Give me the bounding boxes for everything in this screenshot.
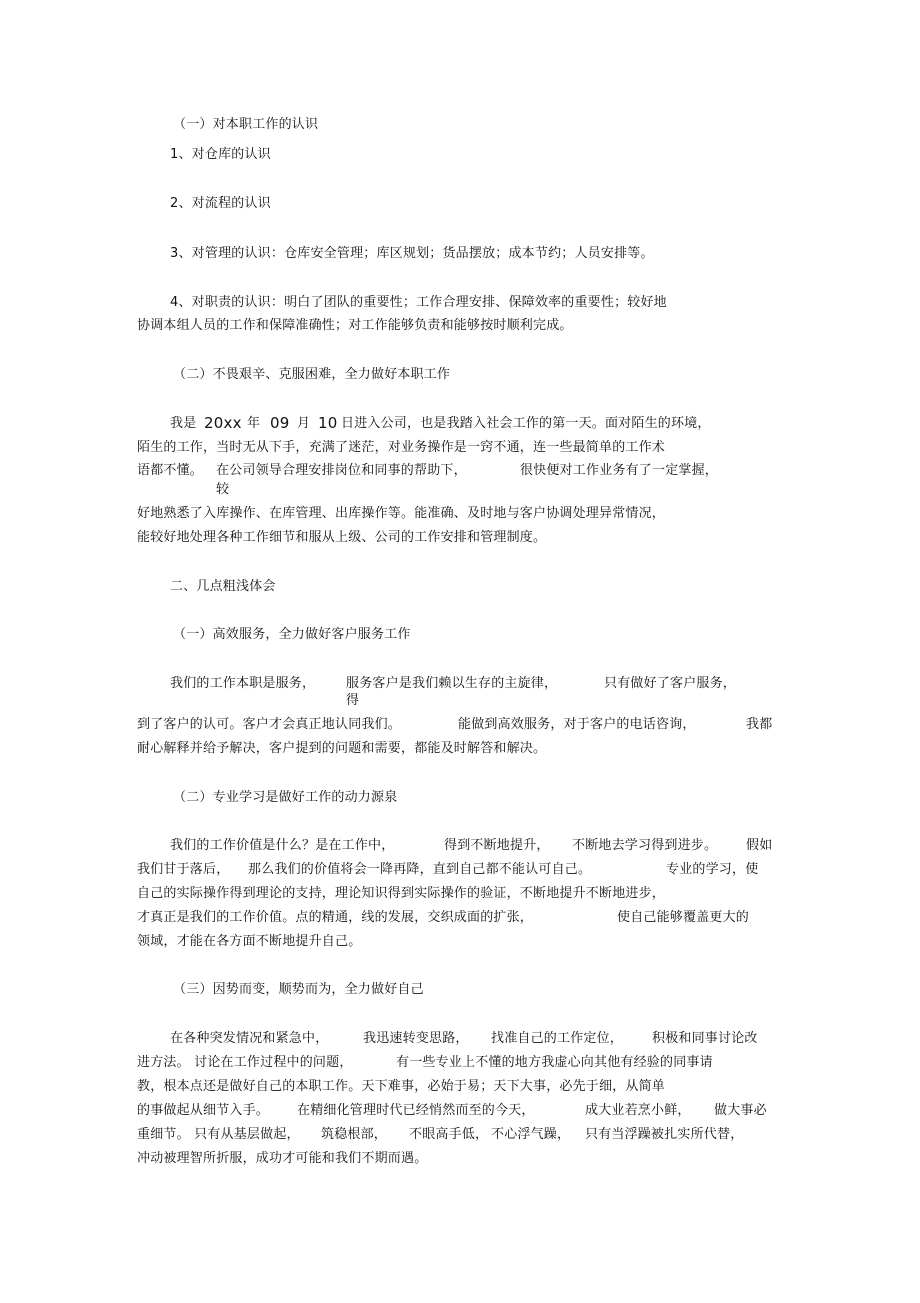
paragraph-line: 那么我们的价值将会一降再降，直到自己都不能认可自己。 (248, 862, 592, 877)
paragraph-line: 假如 (746, 838, 773, 853)
join-year: 20xx (204, 414, 242, 432)
paragraph-line: 冲动被理智所折服，成功才可能和我们不期而遇。 (137, 1151, 428, 1166)
part-heading-experiences: 二、几点粗浅体会 (170, 579, 276, 594)
paragraph-line: 筑稳根部， (321, 1127, 388, 1142)
section-heading-duty-understanding: （一）对本职工作的认识 (173, 117, 319, 132)
paragraph-line: 在公司领导合理安排岗位和同事的帮助下， (216, 463, 467, 478)
paragraph-line: 不心浮气躁， (491, 1127, 571, 1142)
paragraph-line: 耐心解释并给予解决，客户提到的问题和需要，都能及时解答和解决。 (137, 741, 547, 756)
paragraph-line: 陌生的工作，当时无从下手，充满了迷茫，对业务操作是一窍不通，连一些最简单的工作术 (137, 440, 666, 455)
paragraph-line: 只有当浮躁被扎实所代替， (585, 1127, 744, 1142)
paragraph-line: 只有做好了客户服务， (604, 676, 737, 691)
paragraph-line: 才真正是我们的工作价值。点的精通，线的发展，交织成面的扩张， (137, 910, 534, 925)
section-heading-overcome-difficulties: （二）不畏艰辛、克服困难，全力做好本职工作 (173, 367, 451, 382)
paragraph-line: 到了客户的认可。客户才会真正地认同我们。 (137, 717, 402, 732)
paragraph-fragment: 得 (346, 693, 360, 708)
paragraph-line: 自己的实际操作得到理论的支持，理论知识得到实际操作的验证，不断地提升不断地进步， (137, 886, 666, 901)
paragraph-line: 找准自己的工作定位， (491, 1031, 624, 1046)
paragraph-line: 语都不懂。 (137, 463, 204, 478)
paragraph-line: 好地熟悉了入库操作、在库管理、出库操作等。能准确、及时地与客户协调处理异常情况， (137, 506, 666, 521)
list-item-process: 2、对流程的认识 (170, 196, 271, 211)
list-item-management: 3、对管理的认识：仓库安全管理；库区规划；货品摆放；成本节约；人员安排等。 (170, 246, 654, 261)
section-heading-efficient-service: （一）高效服务，全力做好客户服务工作 (173, 627, 411, 642)
list-item-responsibility: 4、对职责的认识：明白了团队的重要性；工作合理安排、保障效率的重要性；较好地 (170, 295, 667, 310)
paragraph-line: 有一些专业上不懂的地方我虚心向其他有经验的同事请 (396, 1055, 713, 1070)
paragraph-line: 我们甘于落后， (137, 862, 230, 877)
join-day: 10 (318, 414, 338, 432)
paragraph-line: 专业的学习，使 (666, 862, 759, 877)
join-month: 09 (270, 414, 290, 432)
paragraph-line: 成大业若烹小鲜， (585, 1103, 691, 1118)
paragraph-line: 服务客户是我们赖以生存的主旋律， (346, 676, 558, 691)
paragraph-line-1-rest: 日进入公司，也是我踏入社会工作的第一天。面对陌生的环境， (341, 416, 711, 431)
list-item-responsibility-cont: 协调本组人员的工作和保障准确性；对工作能够负责和能够按时顺利完成。 (137, 318, 573, 333)
paragraph-line: 积极和同事讨论改 (652, 1031, 758, 1046)
paragraph-line: 能较好地处理各种工作细节和服从上级、公司的工作安排和管理制度。 (137, 530, 547, 545)
paragraph-line: 领域，才能在各方面不断地提升自己。 (137, 934, 362, 949)
paragraph-line: 很快便对工作业务有了一定掌握， (520, 463, 719, 478)
paragraph-line: 重细节。 只有从基层做起， (137, 1127, 300, 1142)
paragraph-line: 不断地去学习得到进步。 (572, 838, 718, 853)
paragraph-line: 在精细化管理时代已经悄然而至的今天， (297, 1103, 535, 1118)
section-heading-professional-learning: （二）专业学习是做好工作的动力源泉 (173, 790, 398, 805)
paragraph-line: 在各种突发情况和紧急中， (170, 1031, 329, 1046)
paragraph-line: 我都 (746, 717, 773, 732)
section-heading-adapt-to-situation: （三）因势而变，顺势而为，全力做好自己 (173, 982, 424, 997)
join-year-unit: 年 (247, 416, 261, 431)
paragraph-line: 的事做起从细节入手。 (137, 1103, 270, 1118)
paragraph-line: 进方法。 讨论在工作过程中的问题， (137, 1055, 353, 1070)
paragraph-line: 我们的工作价值是什么？是在工作中， (170, 838, 395, 853)
list-item-warehouse: 1、对仓库的认识 (170, 147, 271, 162)
paragraph-start-word: 我是 (170, 416, 197, 431)
paragraph-line: 教，根本点还是做好自己的本职工作。天下难事，必始于易；天下大事，必先于细，从简单 (137, 1079, 666, 1094)
paragraph-line: 不眼高手低， (409, 1127, 489, 1142)
paragraph-fragment: 较 (216, 482, 230, 497)
paragraph-line: 能做到高效服务，对于客户的电话咨询， (458, 717, 696, 732)
join-month-unit: 月 (297, 416, 311, 431)
paragraph-line: 得到不断地提升， (444, 838, 550, 853)
paragraph-line: 做大事必 (714, 1103, 767, 1118)
paragraph-line: 我迅速转变思路， (363, 1031, 469, 1046)
paragraph-line: 我们的工作本职是服务， (170, 676, 316, 691)
paragraph-line: 使自己能够覆盖更大的 (617, 910, 750, 925)
